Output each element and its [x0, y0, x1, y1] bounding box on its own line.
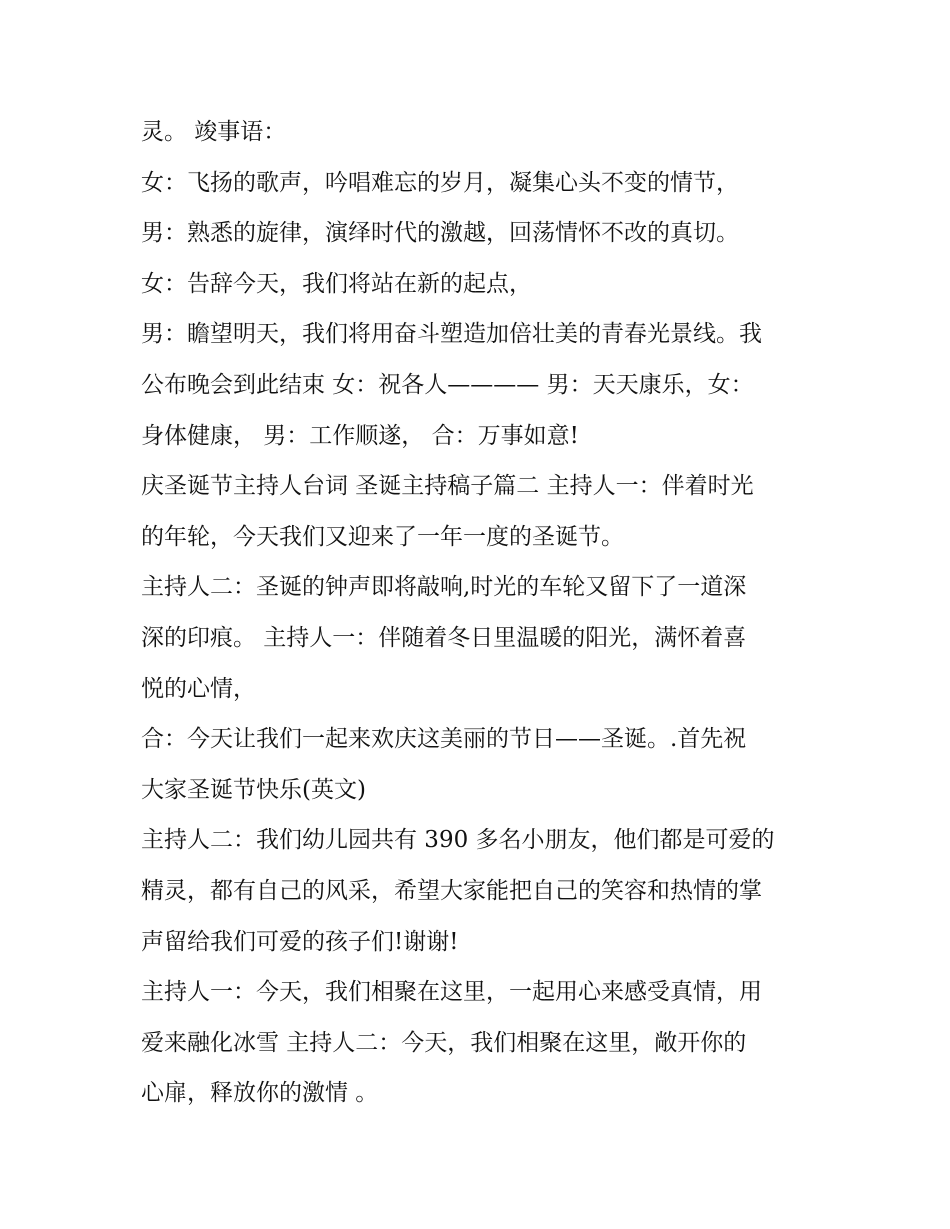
text-line: 悦的心情， — [141, 675, 256, 702]
text-line: 精灵，都有自己的风采，希望大家能把自己的笑容和热情的掌 — [141, 877, 762, 904]
text-line: 心扉，释放你的激情 。 — [141, 1080, 379, 1107]
text-line: 大家圣诞节快乐(英文) — [141, 776, 366, 803]
text-line: 灵。 竣事语： — [141, 119, 287, 145]
text-line: 公布晚会到此结束 女：祝各人———— 男：天天康乐，女： — [141, 371, 754, 398]
text-line: 爱来融化冰雪 主持人二：今天，我们相聚在这里，敞开你的 — [141, 1029, 747, 1056]
text-line: 女：飞扬的歌声，吟唱难忘的岁月，凝集心头不变的情节， — [141, 169, 739, 196]
text-line: 主持人一：今天，我们相聚在这里，一起用心来感受真情，用 — [141, 979, 762, 1006]
text-line: 庆圣诞节主持人台词 圣诞主持稿子篇二 主持人一：伴着时光 — [141, 473, 754, 500]
text-line: 身体健康， 男：工作顺遂， 合：万事如意! — [141, 422, 579, 449]
document-body — [141, 107, 821, 1119]
text-line: 的年轮，今天我们又迎来了一年一度的圣诞节。 — [141, 523, 624, 550]
text-line: 男：熟悉的旋律，演绎时代的激越，回荡情怀不改的真切。 — [141, 220, 739, 247]
text-line: 男：瞻望明天，我们将用奋斗塑造加倍壮美的青春光景线。我 — [141, 321, 762, 348]
text-line: 合：今天让我们一起来欢庆这美丽的节日——圣诞。.首先祝 — [141, 726, 747, 753]
text-line: 主持人二：圣诞的钟声即将敲响,时光的车轮又留下了一道深 — [141, 574, 747, 601]
text-line: 主持人二：我们幼儿园共有 390 多名小朋友，他们都是可爱的 — [141, 827, 775, 854]
text-line: 声留给我们可爱的孩子们!谢谢! — [141, 928, 459, 955]
text-line: 女：告辞今天，我们将站在新的起点， — [141, 270, 532, 297]
text-line: 深的印痕。 主持人一：伴随着冬日里温暖的阳光，满怀着喜 — [141, 624, 747, 651]
